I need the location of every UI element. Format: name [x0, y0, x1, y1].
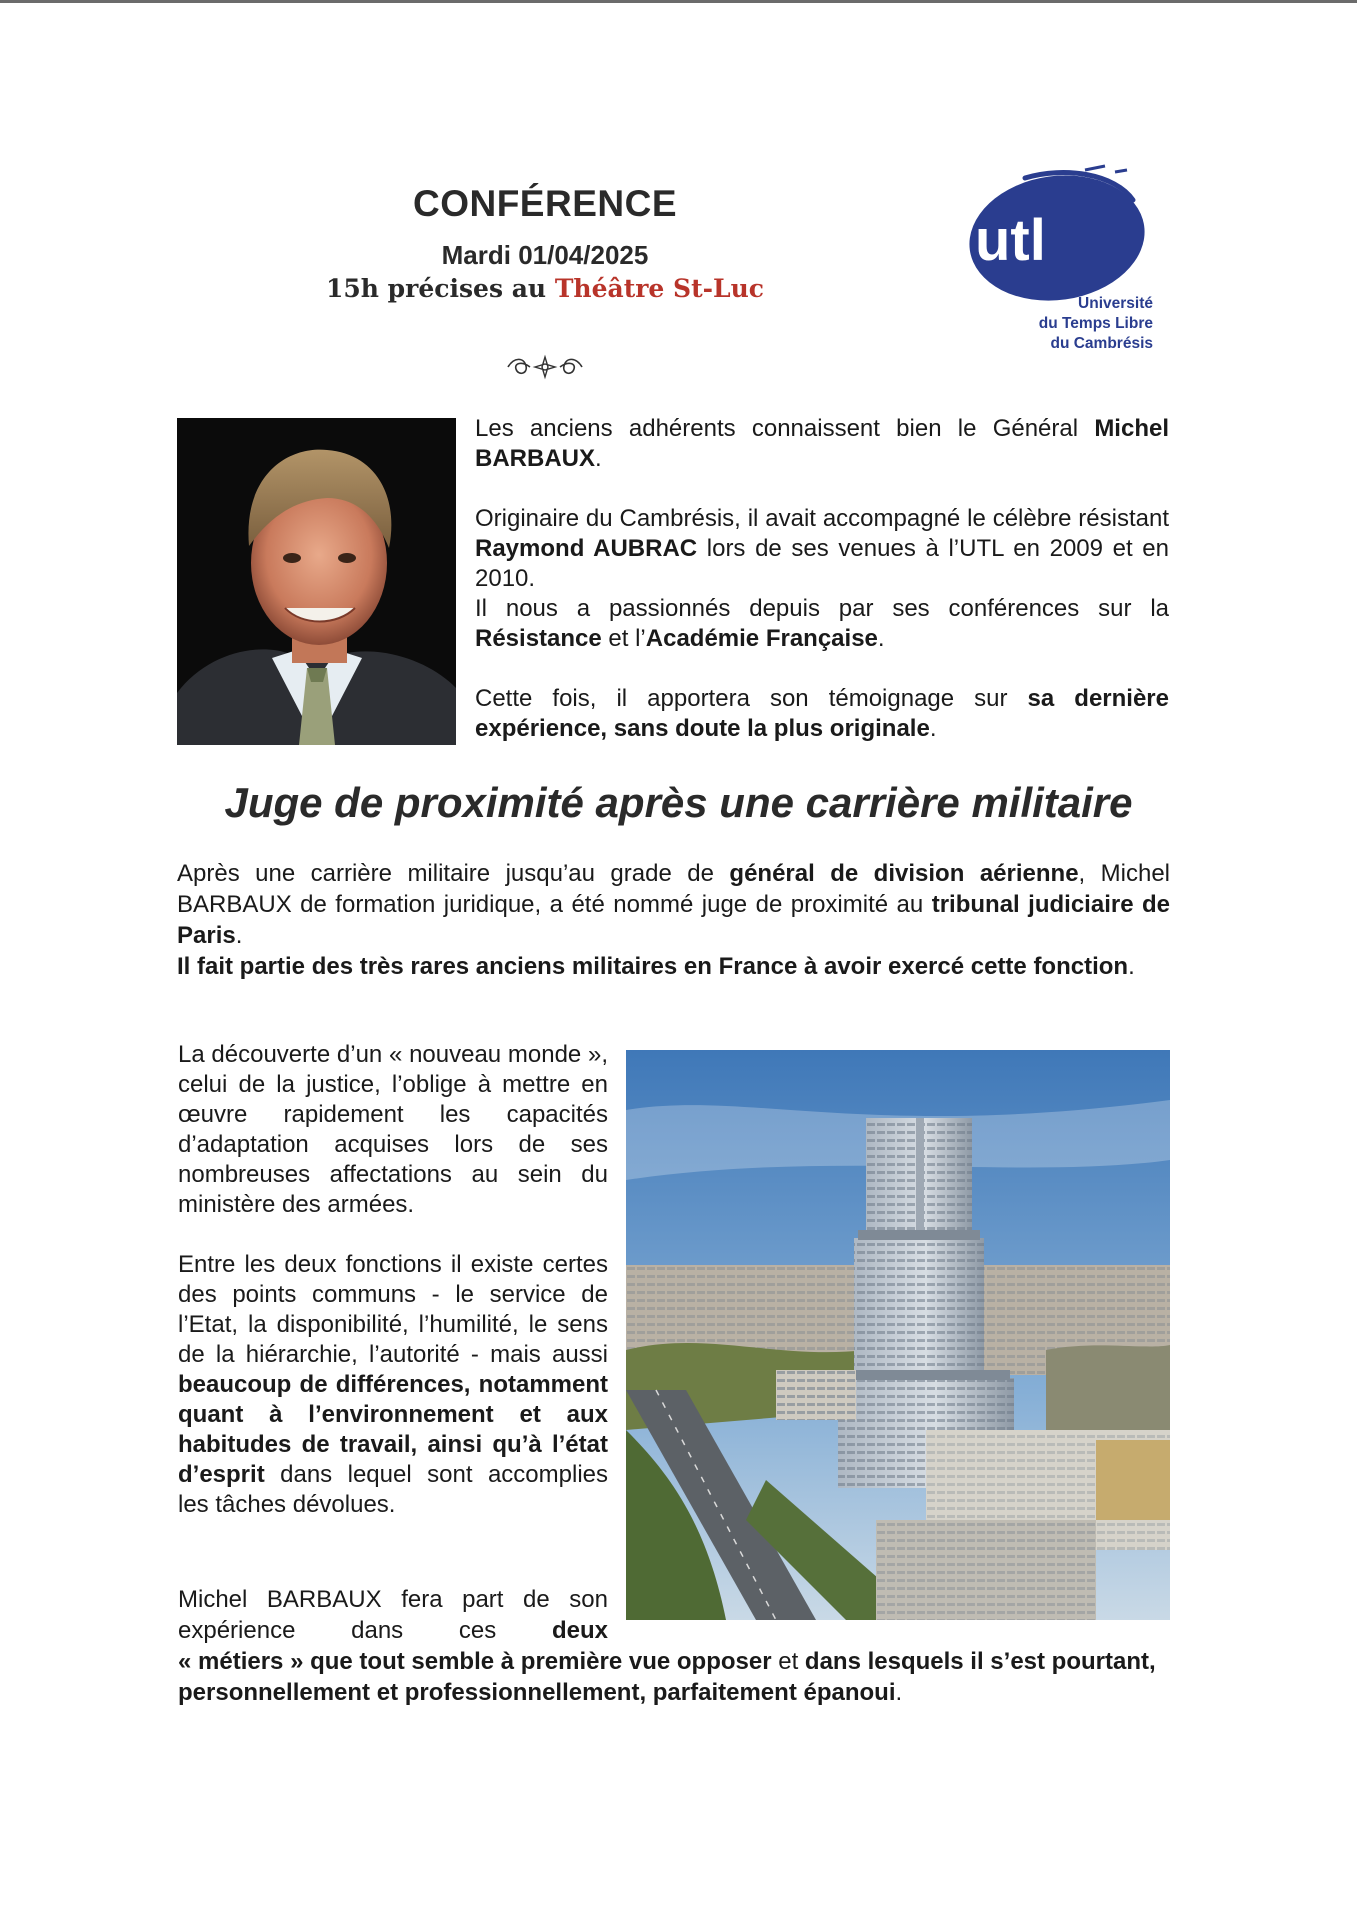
logo-caption [985, 294, 1153, 354]
logo-line-1: Université [1078, 295, 1153, 312]
left-column-text [178, 1040, 608, 1550]
functions-text-run: dans lequel sont accomplies les tâches dévolues. [178, 1461, 608, 1518]
event-time: 15h précises au [326, 274, 555, 303]
speaker-portrait [177, 418, 456, 745]
section-subtitle: Juge de proximité après une carrière militaire [224, 779, 1133, 826]
page-title: CONFÉRENCE [412, 183, 678, 224]
intro-text [475, 414, 1169, 774]
intro-text-run: . [595, 445, 602, 472]
closing-text-run: et [771, 1648, 805, 1675]
intro-paragraph-2 [475, 504, 1169, 594]
intro-text-run: et l’ [601, 625, 646, 652]
courthouse-photo [626, 1050, 1170, 1620]
functions-paragraph [178, 1250, 608, 1520]
ornament-divider [500, 352, 590, 388]
event-time-venue [300, 272, 790, 306]
intro-text-run: Il nous a passionnés depuis par ses conférences sur la [475, 595, 1169, 622]
career-court: tribunal judiciaire de Paris [177, 891, 1171, 949]
functions-emphasis: beaucoup de différences, notamment quant à l’environnement et aux habitudes de travail, ainsi qu’à l’état d’esprit [178, 1371, 608, 1488]
intro-paragraph-1 [475, 414, 1169, 474]
logo-line-3: du Cambrésis [1050, 335, 1153, 352]
career-text-run: . [235, 922, 243, 949]
event-date: Mardi 01/04/2025 [441, 240, 649, 270]
career-text-run: Après une carrière militaire jusqu’au grade de [177, 860, 730, 887]
intro-text-run: . [877, 625, 885, 652]
logo-mark: utl [975, 208, 1046, 273]
closing-text-run: . [895, 1679, 903, 1706]
intro-text-run: . [929, 715, 937, 742]
intro-text-run: Originaire du Cambrésis, il avait accompagné le célèbre résistant [475, 505, 1169, 532]
career-paragraph [177, 858, 1170, 982]
closing-emphasis: deux [551, 1617, 608, 1644]
closing-emphasis: dans lesquels il s’est pourtant, personnellement et professionnellement, parfaitement épanoui [178, 1648, 1156, 1706]
career-text-run: . [1128, 953, 1135, 980]
intro-paragraph-4 [475, 684, 1169, 744]
scan-edge [0, 0, 1357, 3]
career-highlight [177, 951, 1170, 982]
closing-line-2 [178, 1648, 1156, 1706]
discovery-paragraph: La découverte d’un « nouveau monde », celui de la justice, l’oblige à mettre en œuvre rapidement les capacités d’adaptation acquises lors de ses nombreuses affectations au sein du ministère des armées. [178, 1041, 608, 1218]
closing-emphasis: « métiers » que tout semble à première vue opposer [178, 1648, 772, 1675]
ornament-icon [500, 352, 590, 382]
functions-text-run: Entre les deux fonctions il existe certes des points communs - le service de l’Etat, la disponibilité, l’humilité, le sens de la hiérarchie, l’autorité - mais aussi [178, 1251, 608, 1368]
career-highlight-text: Il fait partie des très rares anciens militaires en France à avoir exercé cette fonction [177, 953, 1129, 980]
intro-paragraph-3 [475, 594, 1169, 654]
closing-line-1 [178, 1584, 608, 1646]
intro-text-run: Cette fois, il apportera son témoignage sur [475, 685, 1028, 712]
topic-resistance: Résistance [475, 625, 602, 652]
intro-text-run: Les anciens adhérents connaissent bien le Général [475, 415, 1095, 442]
intro-text-run: lors de ses venues à l’UTL en 2009 et en 2010. [475, 535, 1169, 592]
header [300, 178, 790, 306]
career-rank: général de division aérienne [729, 860, 1079, 887]
career-text-run: , Michel BARBAUX de formation juridique, a été nommé juge de proximité au [177, 860, 1171, 918]
closing-text-run: Michel BARBAUX fera part de son expérience dans ces [178, 1586, 608, 1644]
speaker-name: Michel BARBAUX [475, 415, 1169, 472]
career-text [177, 858, 1170, 951]
logo-line-2: du Temps Libre [1038, 315, 1153, 332]
resistant-name: Raymond AUBRAC [475, 535, 698, 562]
closing-paragraph [178, 1584, 1171, 1708]
topic-academie: Académie Française [645, 625, 878, 652]
event-venue: Théâtre St-Luc [554, 274, 764, 303]
intro-emphasis: sa dernière expérience, sans doute la plus originale [475, 685, 1169, 742]
